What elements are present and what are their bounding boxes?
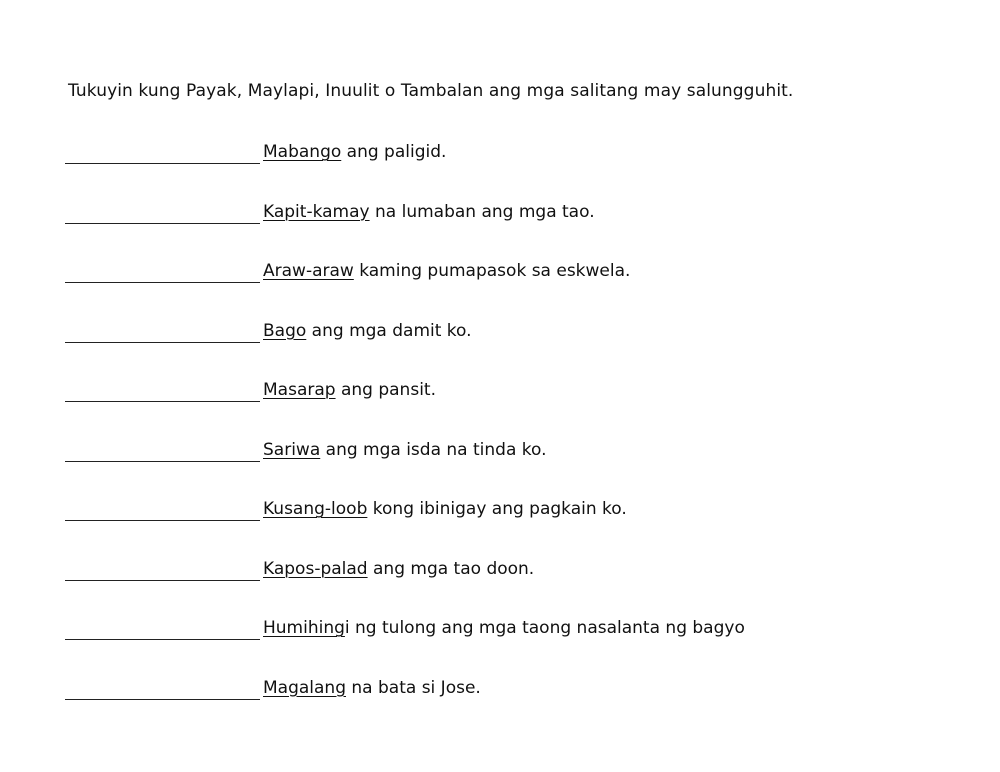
exercise-sentence: [263, 497, 627, 521]
exercise-sentence: [263, 438, 547, 462]
answer-blank[interactable]: [65, 618, 260, 640]
underlined-word: Masarap: [263, 380, 336, 400]
worksheet-instruction: Tukuyin kung Payak, Maylapi, Inuulit o Tambalan ang mga salitang may salungguhit.: [68, 81, 794, 101]
sentence-rest: na bata si Jose.: [346, 677, 481, 698]
exercise-sentence: [263, 319, 472, 343]
answer-blank[interactable]: [65, 380, 260, 402]
sentence-rest: ang mga damit ko.: [306, 320, 472, 341]
exercise-sentence: [263, 557, 534, 581]
exercise-sentence: [263, 200, 595, 224]
underlined-word: Humihing: [263, 618, 345, 638]
answer-blank[interactable]: [65, 261, 260, 283]
exercise-sentence: [263, 616, 745, 640]
answer-blank[interactable]: [65, 678, 260, 700]
sentence-rest: ang mga tao doon.: [367, 558, 535, 579]
answer-blank[interactable]: [65, 499, 260, 521]
answer-blank[interactable]: [65, 440, 260, 462]
underlined-word: Kusang-loob: [263, 499, 368, 519]
underlined-word: Araw-araw: [263, 261, 354, 281]
sentence-rest: na lumaban ang mga tao.: [369, 201, 595, 222]
underlined-word: Bago: [263, 320, 307, 341]
answer-blank[interactable]: [65, 142, 260, 164]
sentence-rest: kaming pumapasok sa eskwela.: [353, 261, 631, 281]
underlined-word: Kapit-kamay: [263, 201, 370, 222]
underlined-word: Sariwa: [263, 439, 321, 460]
exercise-sentence: [263, 676, 481, 700]
exercise-sentence: [263, 378, 436, 402]
sentence-rest: kong ibinigay ang pagkain ko.: [367, 499, 627, 519]
sentence-rest: ang mga isda na tinda ko.: [320, 439, 547, 460]
answer-blank[interactable]: [65, 321, 260, 343]
answer-blank[interactable]: [65, 202, 260, 224]
answer-blank[interactable]: [65, 559, 260, 581]
underlined-word: Mabango: [263, 142, 342, 162]
exercise-sentence: [263, 259, 630, 283]
sentence-rest: i ng tulong ang mga taong nasalanta ng bagyo: [344, 618, 745, 638]
sentence-rest: ang paligid.: [341, 142, 447, 162]
sentence-rest: ang pansit.: [335, 380, 436, 400]
exercise-sentence: [263, 140, 446, 164]
underlined-word: Kapos-palad: [263, 558, 368, 579]
underlined-word: Magalang: [263, 677, 346, 698]
